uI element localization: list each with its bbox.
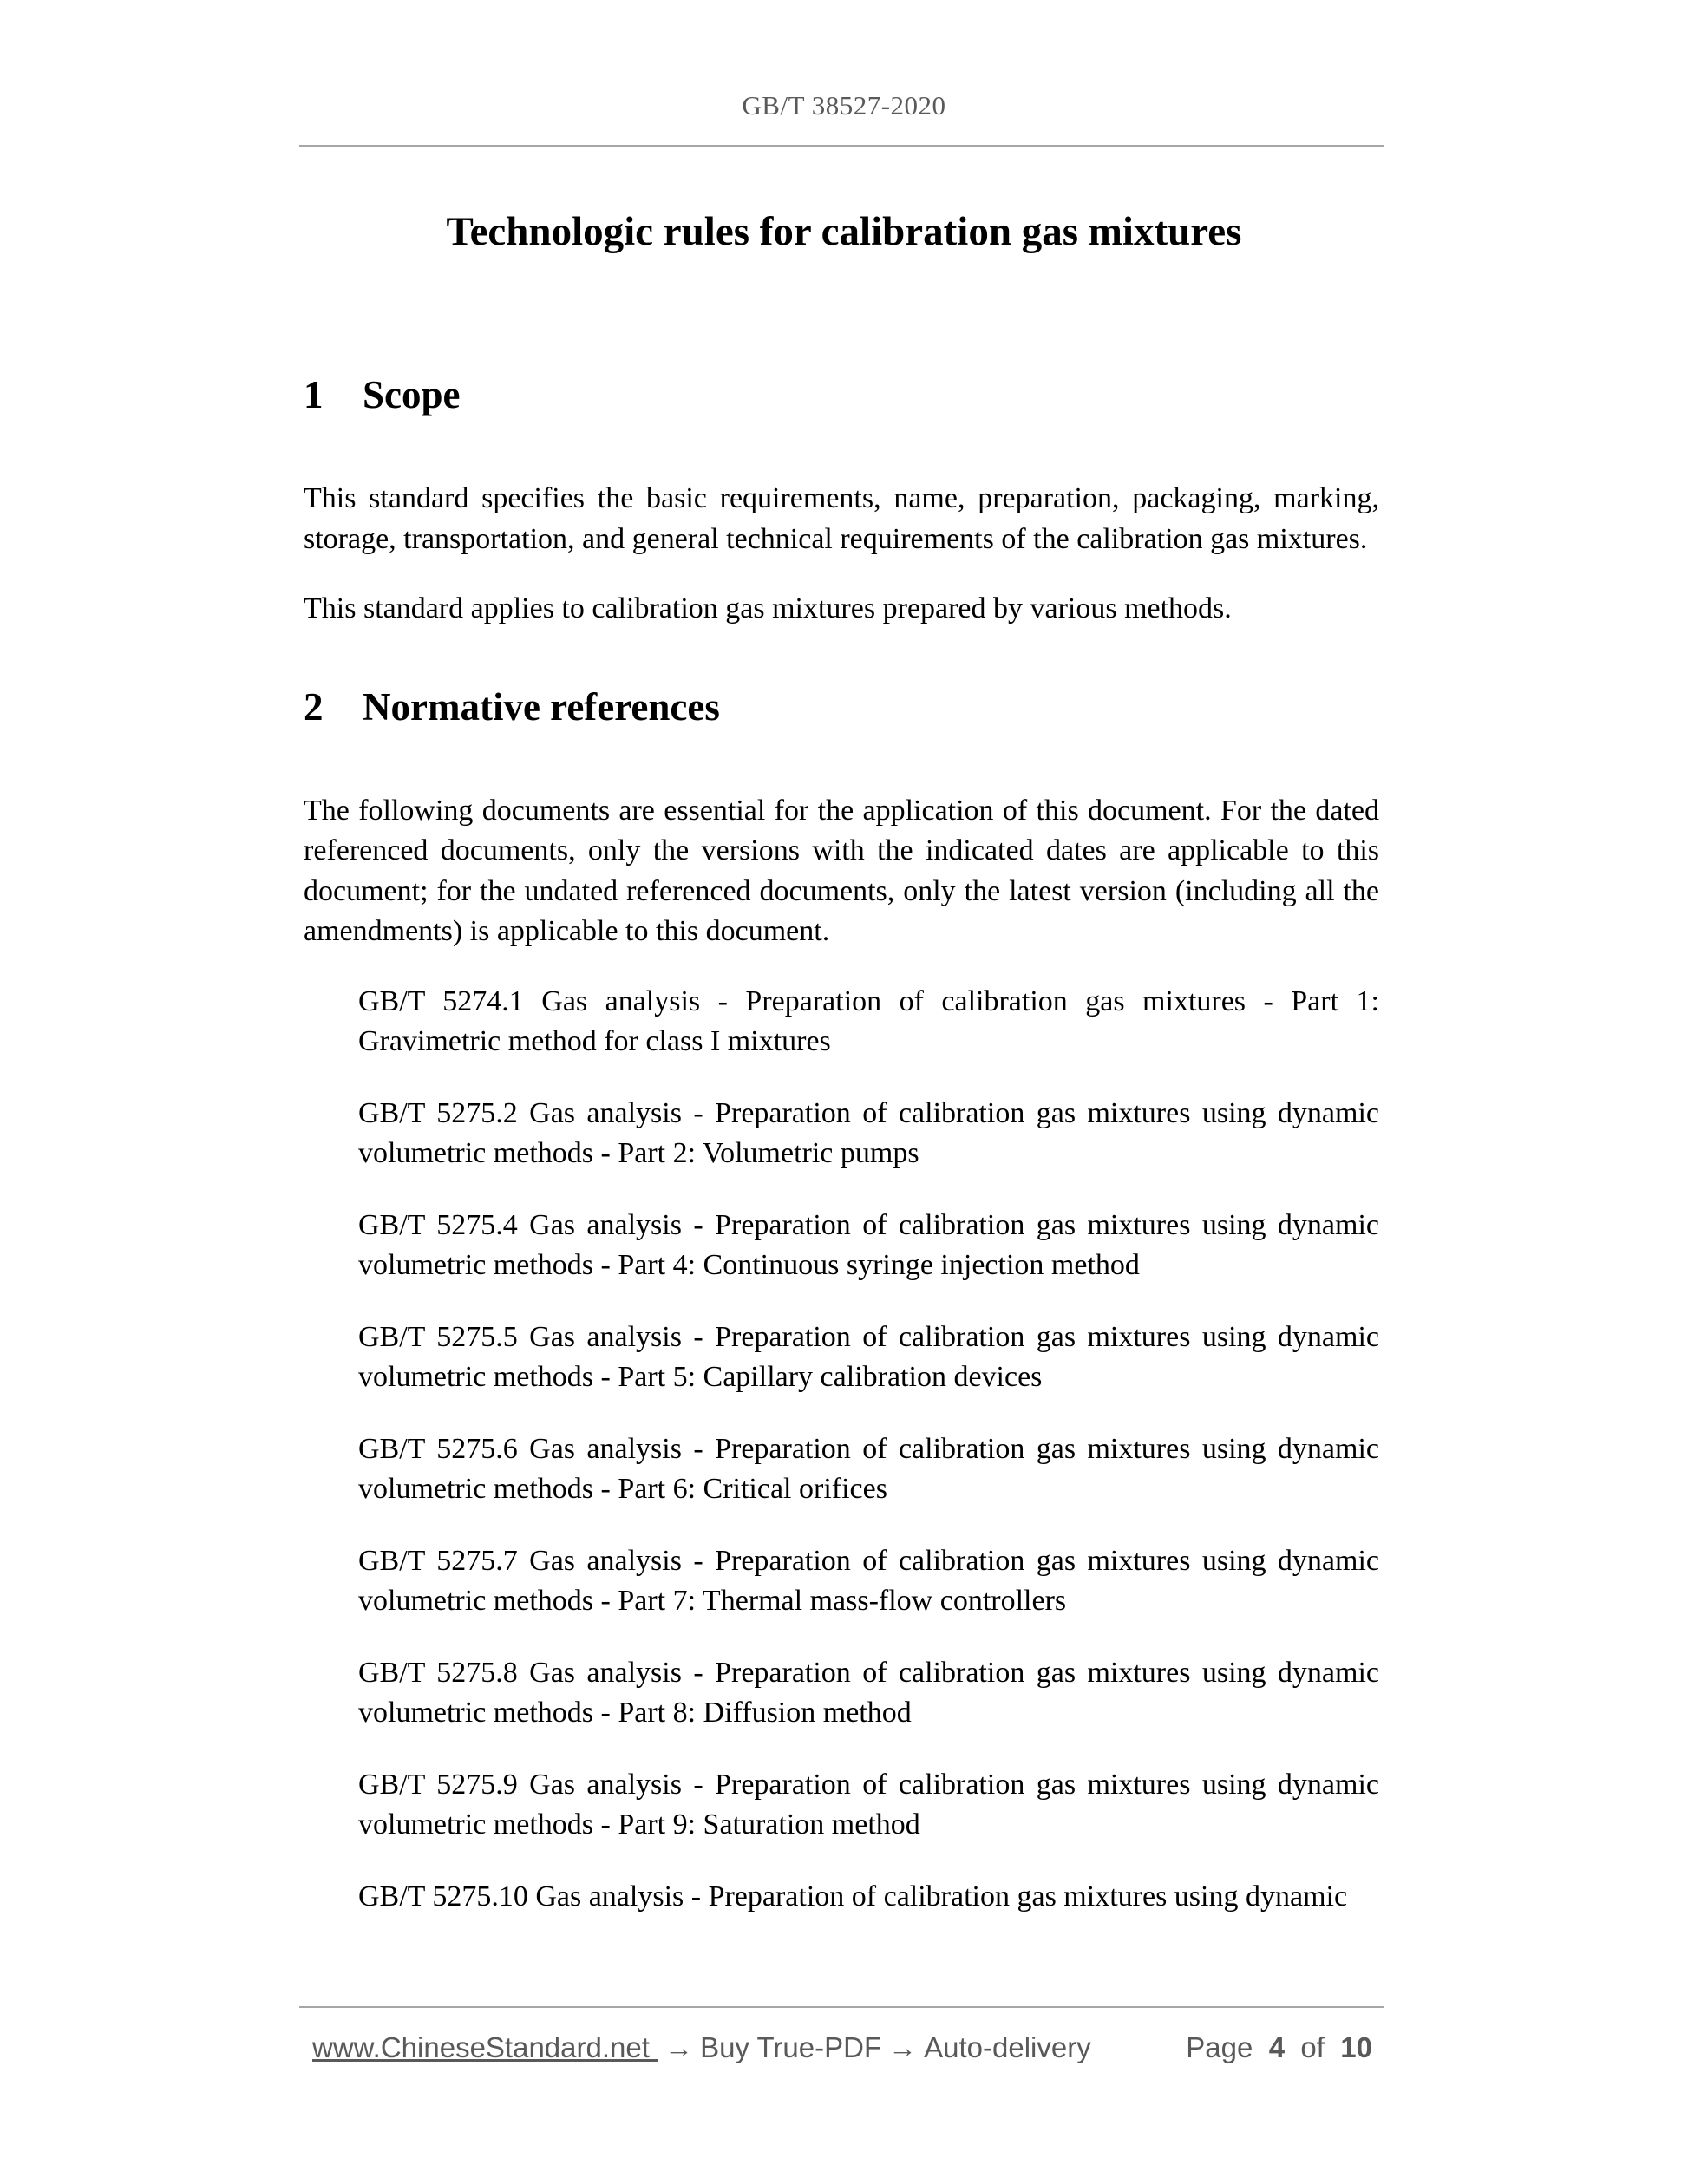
paragraph: The following documents are essential for the application of this document. For the dated referenced documents, only the versions with the indicated dates are applicable to this document; for the undated referenced documents, only the latest version (including all the amendments) is applicable to this document. <box>304 794 1379 947</box>
paragraph: This standard specifies the basic requirements, name, preparation, packaging, marking, storage, transportation, and general technical requirements of the calibration gas mixtures. <box>304 482 1379 555</box>
section-normative-references <box>304 677 1379 1918</box>
section-scope <box>304 364 1379 630</box>
section-heading <box>304 677 1379 737</box>
reference-item: GB/T 5275.2 Gas analysis - Preparation of calibration gas mixtures using dynamic volumetric methods - Part 2: Volumetric pumps <box>358 1096 1379 1169</box>
header-standard-code: GB/T 38527-2020 <box>742 90 946 121</box>
reference-item: GB/T 5275.10 Gas analysis - Preparation of calibration gas mixtures using dynamic <box>358 1880 1348 1913</box>
footer <box>312 2026 1372 2070</box>
reference-item: GB/T 5275.5 Gas analysis - Preparation of calibration gas mixtures using dynamic volumetric methods - Part 5: Capillary calibration devices <box>358 1320 1379 1393</box>
page-current: 4 <box>1268 2031 1286 2063</box>
reference-item: GB/T 5275.6 Gas analysis - Preparation of calibration gas mixtures using dynamic volumetric methods - Part 6: Critical orifices <box>358 1432 1379 1505</box>
reference-item: GB/T 5275.4 Gas analysis - Preparation of calibration gas mixtures using dynamic volumetric methods - Part 4: Continuous syringe injection method <box>358 1208 1379 1281</box>
page-label: Page <box>1186 2031 1253 2063</box>
reference-list <box>304 982 1379 1918</box>
section-title: Scope <box>363 373 461 416</box>
buy-pdf-text: Buy True-PDF <box>700 2031 882 2063</box>
arrow-right-icon: → <box>664 2031 694 2063</box>
document-body <box>304 364 1379 1948</box>
auto-delivery-text: Auto-delivery <box>924 2031 1091 2063</box>
page-total: 10 <box>1340 2031 1372 2063</box>
paragraph: This standard applies to calibration gas mixtures prepared by various methods. <box>304 592 1232 624</box>
page-of-label: of <box>1300 2031 1325 2063</box>
document-title: Technologic rules for calibration gas mixtures <box>446 209 1242 254</box>
site-link[interactable]: www.ChineseStandard.net <box>312 2031 658 2063</box>
footer-divider <box>299 2006 1384 2008</box>
header-divider <box>299 145 1384 147</box>
reference-item: GB/T 5275.7 Gas analysis - Preparation of calibration gas mixtures using dynamic volumetric methods - Part 7: Thermal mass-flow controllers <box>358 1544 1379 1617</box>
reference-item: GB/T 5274.1 Gas analysis - Preparation of calibration gas mixtures - Part 1: Gravimetric method for class I mixtures <box>358 984 1379 1057</box>
reference-item: GB/T 5275.8 Gas analysis - Preparation of calibration gas mixtures using dynamic volumetric methods - Part 8: Diffusion method <box>358 1656 1379 1729</box>
section-number: 1 <box>304 373 324 416</box>
page-indicator <box>1186 2026 1372 2070</box>
section-title: Normative references <box>363 684 720 729</box>
arrow-right-icon: → <box>888 2031 918 2063</box>
reference-item: GB/T 5275.9 Gas analysis - Preparation of calibration gas mixtures using dynamic volumetric methods - Part 9: Saturation method <box>358 1768 1379 1841</box>
section-heading <box>304 364 1379 425</box>
section-number: 2 <box>304 684 324 729</box>
